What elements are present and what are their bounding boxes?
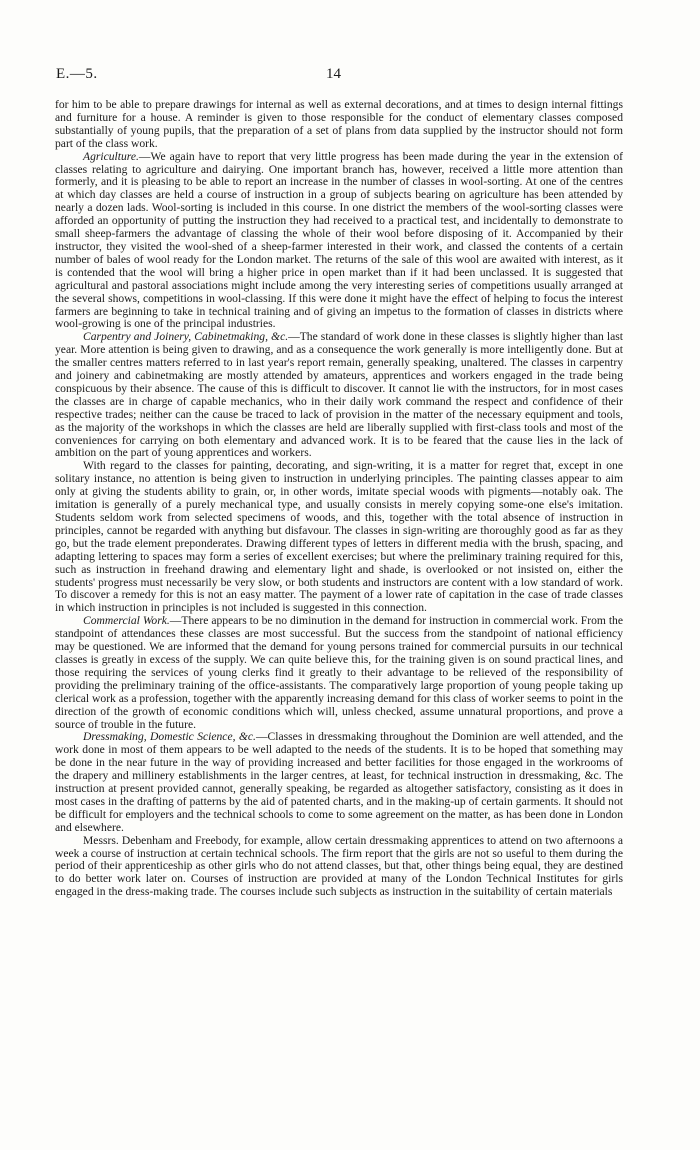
paragraph-debenham — [55, 835, 623, 900]
section-heading: Dressmaking, Domestic Science, &c. — [83, 730, 256, 744]
paragraph-commercial — [55, 615, 623, 731]
paragraph-text: —There appears to be no diminution in the demand for instruction in commercial work. From the standpoint of attendances these classes are most successful. But the success from the standpoint of national efficiency may be questioned. We are informed that the demand for young persons trained for commercial pursuits in our technical classes is greatly in excess of the supply. We can quite believe this, for the training given is on sound practical lines, and those requiring the services of young clerks find it greatly to their advantage to be relieved of the responsibility of providing the preliminary training of the office-assistants. The comparatively large proportion of young people taking up clerical work as a profession, together with the apparently increasing demand for this class of worker seems to point in the direction of the growth of economic conditions which will, unless checked, assume unnatural proportions, and prove a source of trouble in the future. — [55, 614, 623, 731]
paragraph-text: —Classes in dressmaking throughout the Dominion are well attended, and the work done in most of them appears to be well adapted to the needs of the students. It is to be hoped that something may be done in the near future in the way of providing increased and better facilities for those engaged in the workrooms of the drapery and millinery establishments in the larger centres, at least, for technical instruction in dressmaking, &c. The instruction at present provided cannot, generally speaking, be regarded as altogether satisfactory, consisting as it does in most cases in the drafting of patterns by the aid of patented charts, and in the making-up of certain garments. It should not be difficult for employers and the technical schools to come to some agreement on the matter, as has been done in London and elsewhere. — [55, 730, 624, 834]
paragraph-text: for him to be able to prepare drawings for internal as well as external decorations, and at times to design internal fittings and furniture for a house. A reminder is given to those responsible for the conduct of elementary classes composed substantially of young pupils, that the preparation of a set of plans from data supplied by the instructor should not form part of the class work. — [55, 98, 623, 150]
paragraph — [55, 99, 623, 151]
section-heading: Carpentry and Joinery, Cabinetmaking, &c. — [83, 330, 289, 344]
paragraph-dressmaking — [55, 731, 623, 834]
page-number: 14 — [326, 66, 341, 82]
report-reference: E.—5. — [56, 66, 98, 82]
section-heading: Agriculture. — [83, 149, 139, 163]
paragraph-text: —We again have to report that very little progress has been made during the year in the extension of classes relating to agriculture and dairying. One important branch has, however, received a little more attention than formerly, and it is pleasing to be able to report an increase in the number of classes in wool-sorting. At one of the centres at which day classes are held a course of instruction in a group of subjects bearing on agriculture has been attended by nearly a dozen lads. Wool-sorting is included in this course. In one district the members of the wool-sorting classes were afforded an opportunity of putting the instruction they had received to a practical test, and incidentally to demonstrate to small sheep-farmers the advantage of classing the whole of their wool before disposing of it. Accompanied by their instructor, they visited the wool-shed of a sheep-farmer interested in their work, and classed the contents of a certain number of bales of wool ready for the London market. The returns of the sale of this wool are awaited with interest, as it is contended that the wool will bring a higher price in open market than if it had been unclassed. It is suggested that agricultural and pastoral associations might include among the very interesting series of competitions usually arranged at the several shows, competitions in wool-classing. If this were done it might have the effect of helping to focus the interest farmers are beginning to take in technical training and of giving an impetus to the formation of classes in districts where wool-growing is one of the principal industries. — [55, 149, 623, 331]
paragraph-text: With regard to the classes for painting, decorating, and sign-writing, it is a matter for regret that, except in one solitary instance, no attention is being given to instruction in underlying principles. The painting classes appear to aim only at giving the students ability to grain, or, in other words, imitate special woods with pigments—notably oak. The imitation is generally of a purely mechanical type, and usually consists in merely copying some-one else's imitation. Students seldom work from selected specimens of woods, and this, together with the total absence of instruction in principles, cannot be regarded with anything but disfavour. The classes in sign-writing are thoroughly good as far as they go, but the trade element preponderates. Drawing different types of letters in different media with the brush, spacing, and adapting lettering to spaces may form a series of excellent exercises; but where the preliminary training required for this, such as instruction in freehand drawing and elementary light and shade, is overlooked or not insisted on, either the students' progress must necessarily be very slow, or both students and instructors are content with a low standard of work. To discover a remedy for this is not an easy matter. The payment of a lower rate of capitation in the case of trade classes in which instruction in principles is not included is suggested in this connection. — [55, 459, 623, 615]
paragraph-carpentry — [55, 331, 623, 460]
paragraph-text: —The standard of work done in these classes is slightly higher than last year. More attention is being given to drawing, and as a consequence the work generally is more intelligently done. But at the smaller centres matters referred to in last year's report remain, generally speaking, unaltered. The classes in carpentry and joinery and cabinetmaking are mostly attended by amateurs, apprentices and workers engaged in the trade being conspicuous by their absence. The cause of this is difficult to discover. It cannot lie with the instructors, for in most cases the classes are in charge of capable mechanics, who in their daily work command the respect and confidence of their respective trades; neither can the cause be traced to lack of provision in the matter of the necessary equipment and tools, as the majority of the workshops in which the classes are held are liberally supplied with first-class tools and most of the conveniences for carrying on both elementary and advanced work. It is to be feared that the cause lies in the lack of ambition on the part of young apprentices and workers. — [55, 330, 623, 460]
body-text — [55, 99, 623, 899]
paragraph-painting — [55, 460, 623, 615]
section-heading: Commercial Work. — [83, 614, 170, 628]
page-header — [56, 66, 622, 86]
paragraph-agriculture — [55, 151, 623, 332]
paragraph-text: Messrs. Debenham and Freebody, for example, allow certain dressmaking apprentices to attend on two afternoons a week a course of instruction at certain technical schools. The firm report that the girls are not so useful to them during the period of their apprenticeship as other girls who do not attend classes, but that, other things being equal, they are destined to do better work later on. Courses of instruction are provided at many of the London Technical Institutes for girls engaged in the dress-making trade. The courses include such subjects as instruction in the suitability of certain materials — [55, 833, 623, 899]
